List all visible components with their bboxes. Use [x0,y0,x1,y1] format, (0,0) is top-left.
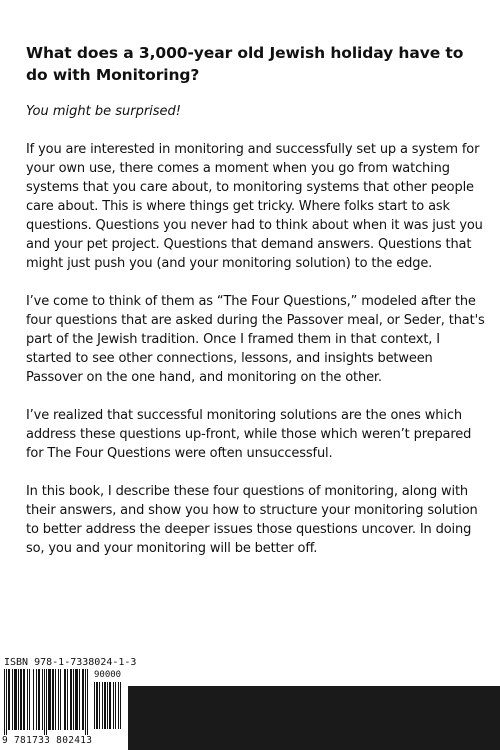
paragraph-intro: If you are interested in monitoring and successfully set up a system for your own use, there comes a moment when you go from watching systems that you care about, to monitoring systems that other people care about. This is where things get tricky. Where folks start to ask questions. Questions you never had to think about when it was just you and your pet project. Questions that demand answers. Questions that might just push you (and your monitoring solution) to the edge. [26,142,483,271]
paragraph-book-summary: In this book, I describe these four questions of monitoring, along with their answers, and show you how to structure your monitoring solution to better address the deeper issues those questions uncover. In doing so, you and your monitoring will be better off. [26,484,478,556]
paragraph-four-questions: I’ve come to think of them as “The Four Questions,” modeled after the four questions that are asked during the Passover meal, or Seder, that's part of the Jewish tradition. Once I framed them in that context, I started to see other connections, lessons, and insights between Passover on the one hand, and monitoring on the other. [26,294,485,385]
headline: What does a 3,000-year old Jewish holiday have to do with Monitoring? [26,44,464,84]
barcode-digits: 9 781733 802413 [2,735,93,746]
tagline: You might be surprised! [26,104,182,119]
paragraph-realization: I’ve realized that successful monitoring solutions are the ones which address these questions up-front, while those which weren’t prepared for The Four Questions were often unsuccessful. [26,408,472,461]
isbn-number: ISBN 978-1-7338024-1-3 [4,657,137,668]
barcode-bars [4,669,90,735]
addon-bars [94,682,124,734]
price-code: 90000 [94,670,122,680]
isbn-barcode [0,655,137,750]
cover-copy [26,42,486,558]
